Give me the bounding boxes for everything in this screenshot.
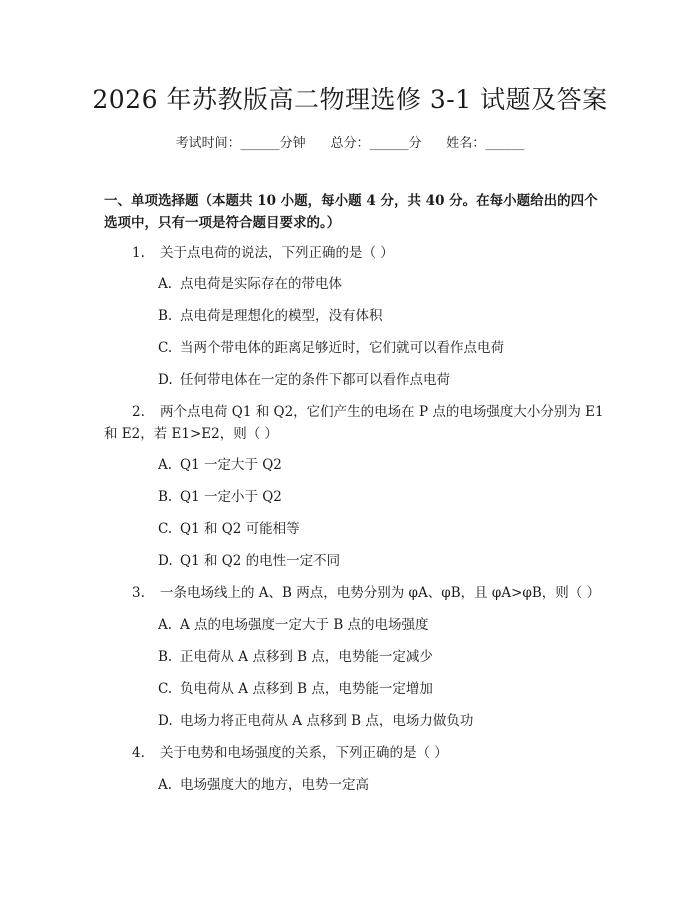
- exam-score-field: 总分：______分: [330, 136, 422, 151]
- question-number: 4.: [132, 745, 145, 761]
- option-3d: D. 电场力将正电荷从 A 点移到 B 点，电场力做负功: [158, 713, 474, 729]
- question-number: 2.: [132, 404, 145, 420]
- question-3: [104, 582, 604, 604]
- option-2b: B. Q1 一定小于 Q2: [158, 489, 282, 505]
- question-stem: 一条电场线上的 A、B 两点，电势分别为 φA、φB，且 φA>φB，则（ ）: [160, 585, 601, 601]
- question-stem: 关于电势和电场强度的关系，下列正确的是（ ）: [160, 745, 448, 761]
- question-stem-line2: 和 E2，若 E1>E2，则（ ）: [104, 426, 279, 442]
- question-number: 1.: [132, 245, 145, 261]
- option-3a: A. A 点的电场强度一定大于 B 点的电场强度: [158, 617, 429, 633]
- option-3b: B. 正电荷从 A 点移到 B 点，电势能一定减少: [158, 649, 433, 665]
- option-3c: C. 负电荷从 A 点移到 B 点，电势能一定增加: [158, 681, 433, 697]
- option-1c: C. 当两个带电体的距离足够近时，它们就可以看作点电荷: [158, 340, 504, 356]
- question-2: [104, 401, 604, 423]
- section-heading: 一、单项选择题（本题共 10 小题，每小题 4 分，共 40 分。在每小题给出的四个选项中，只有一项是符合题目要求的。）: [104, 193, 598, 231]
- option-4a: A. 电场强度大的地方，电势一定高: [158, 777, 369, 793]
- option-2c: C. Q1 和 Q2 可能相等: [158, 521, 300, 537]
- option-1a: A. 点电荷是实际存在的带电体: [158, 276, 342, 292]
- option-1d: D. 任何带电体在一定的条件下都可以看作点电荷: [158, 372, 450, 388]
- exam-time-field: 考试时间：______分钟: [175, 136, 306, 151]
- option-2a: A. Q1 一定大于 Q2: [158, 457, 282, 473]
- question-number: 3.: [132, 585, 145, 601]
- exam-meta: [0, 132, 700, 151]
- exam-title: 2026 年苏教版高二物理选修 3-1 试题及答案: [92, 85, 608, 114]
- question-1: [104, 242, 604, 264]
- question-stem: 关于点电荷的说法，下列正确的是（ ）: [160, 245, 394, 261]
- question-stem-line1: 两个点电荷 Q1 和 Q2，它们产生的电场在 P 点的电场强度大小分别为 E1: [160, 404, 604, 420]
- question-4: [104, 742, 604, 764]
- option-2d: D. Q1 和 Q2 的电性一定不同: [158, 553, 341, 569]
- option-1b: B. 点电荷是理想化的模型，没有体积: [158, 308, 383, 324]
- exam-name-field: 姓名：______: [446, 136, 525, 151]
